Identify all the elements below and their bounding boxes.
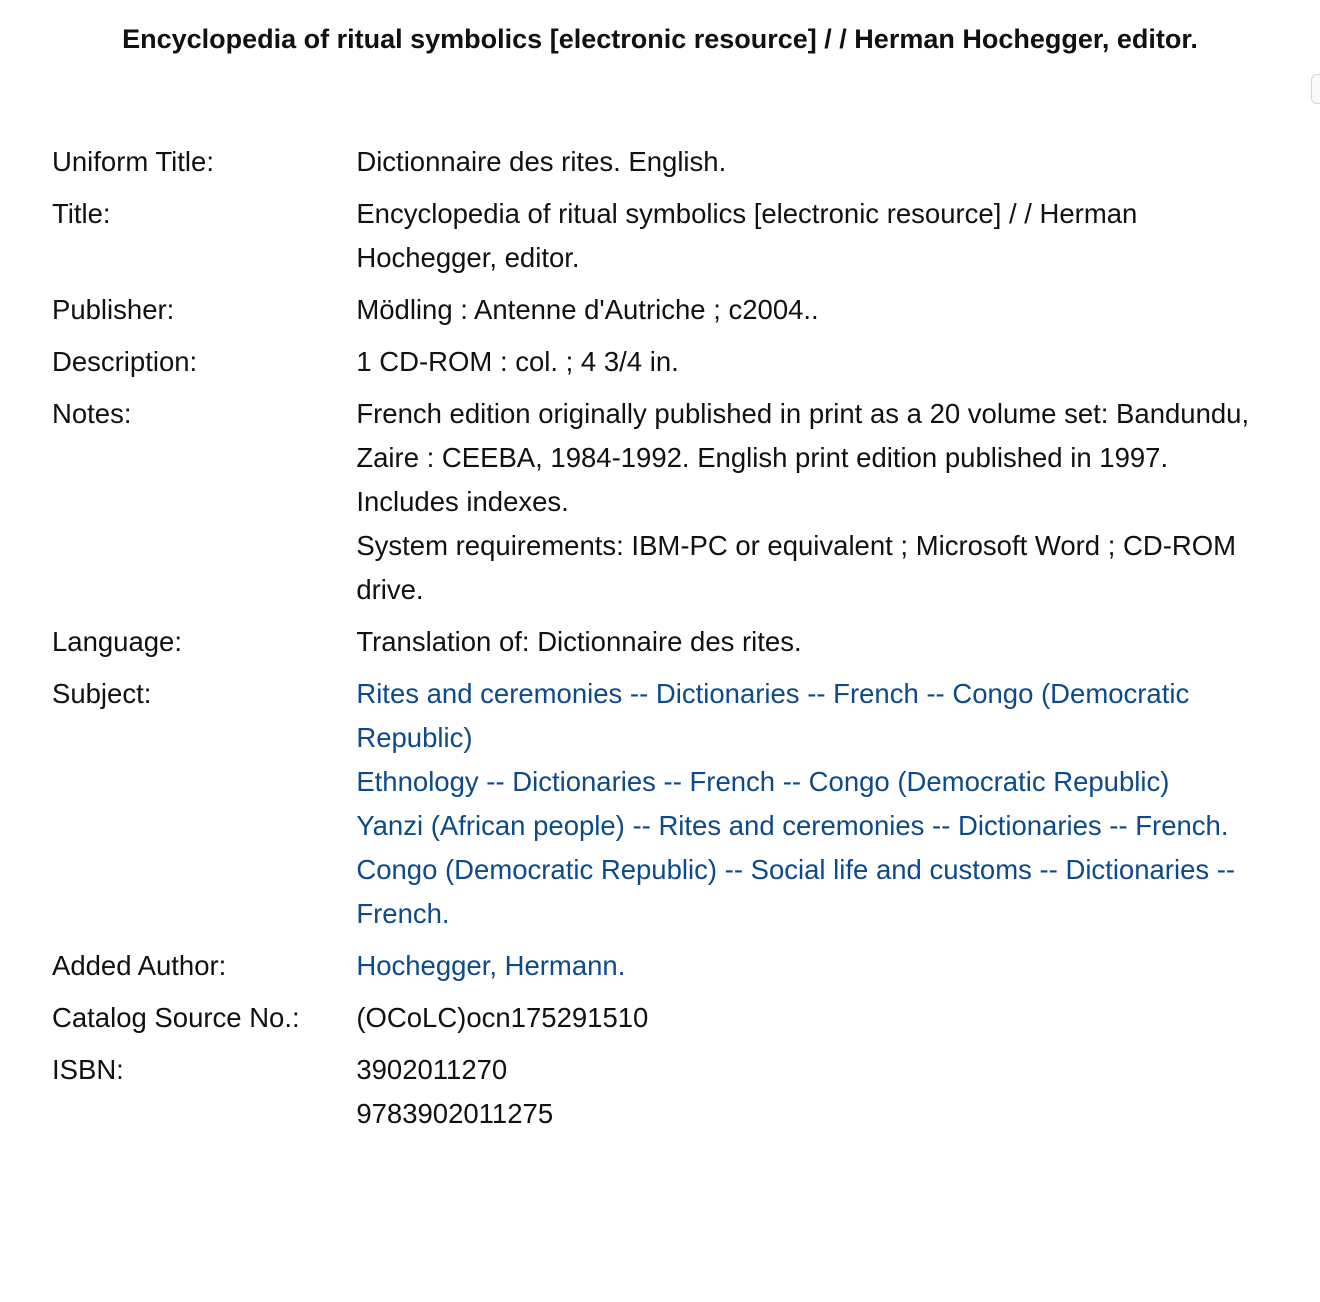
publisher-label: Publisher: (52, 294, 175, 325)
isbn-label: ISBN: (52, 1054, 124, 1085)
description-label: Description: (52, 346, 198, 377)
note-item: System requirements: IBM-PC or equivalent ; Microsoft Word ; CD-ROM drive. (356, 530, 1237, 605)
language-value: Translation of: Dictionnaire des rites. (356, 626, 802, 657)
catalog-source-row (52, 996, 1292, 1048)
language-label: Language: (52, 626, 182, 657)
notes-label: Notes: (52, 398, 132, 429)
notes-row (52, 392, 1292, 620)
isbn-item: 3902011270 (356, 1054, 508, 1085)
language-row (52, 620, 1292, 672)
note-item: Includes indexes. (356, 486, 569, 517)
subject-link[interactable]: Ethnology -- Dictionaries -- French -- Congo (Democratic Republic) (356, 766, 1170, 797)
scroll-handle[interactable] (1311, 74, 1320, 104)
notes-value (356, 392, 1292, 620)
added-author-label: Added Author: (52, 950, 227, 981)
publisher-row (52, 288, 1292, 340)
catalog-source-value: (OCoLC)ocn175291510 (356, 1002, 649, 1033)
added-author-value (356, 944, 1292, 996)
subject-link[interactable]: Yanzi (African people) -- Rites and ceremonies -- Dictionaries -- French. (356, 810, 1229, 841)
description-row (52, 340, 1292, 392)
catalog-source-label: Catalog Source No.: (52, 1002, 300, 1033)
subject-row (52, 672, 1292, 944)
isbn-value (356, 1048, 1292, 1136)
description-value: 1 CD-ROM : col. ; 4 3/4 in. (356, 346, 679, 377)
title-value: Encyclopedia of ritual symbolics [electronic resource] / / Herman Hochegger, editor. (356, 198, 1138, 273)
note-item: French edition originally published in print as a 20 volume set: Bandundu, Zaire : CEEBA, 1984-1992. English print edition published in 1997. (356, 398, 1250, 473)
subject-label: Subject: (52, 678, 152, 709)
subject-link[interactable]: Rites and ceremonies -- Dictionaries -- French -- Congo (Democratic Republic) (356, 678, 1190, 753)
page-title: Encyclopedia of ritual symbolics [electronic resource] / / Herman Hochegger, editor. (122, 24, 1198, 54)
uniform-title-label: Uniform Title: (52, 146, 214, 177)
isbn-item: 9783902011275 (356, 1098, 554, 1129)
added-author-link[interactable]: Hochegger, Hermann. (356, 950, 626, 981)
title-label: Title: (52, 198, 111, 229)
subject-value (356, 672, 1292, 944)
uniform-title-row (52, 140, 1292, 192)
title-row (52, 192, 1292, 288)
isbn-row (52, 1048, 1292, 1136)
bibliographic-record (52, 140, 1292, 1136)
publisher-value: Mödling : Antenne d'Autriche ; c2004.. (356, 294, 819, 325)
uniform-title-value: Dictionnaire des rites. English. (356, 146, 727, 177)
added-author-row (52, 944, 1292, 996)
subject-link[interactable]: Congo (Democratic Republic) -- Social life and customs -- Dictionaries -- French. (356, 854, 1236, 929)
